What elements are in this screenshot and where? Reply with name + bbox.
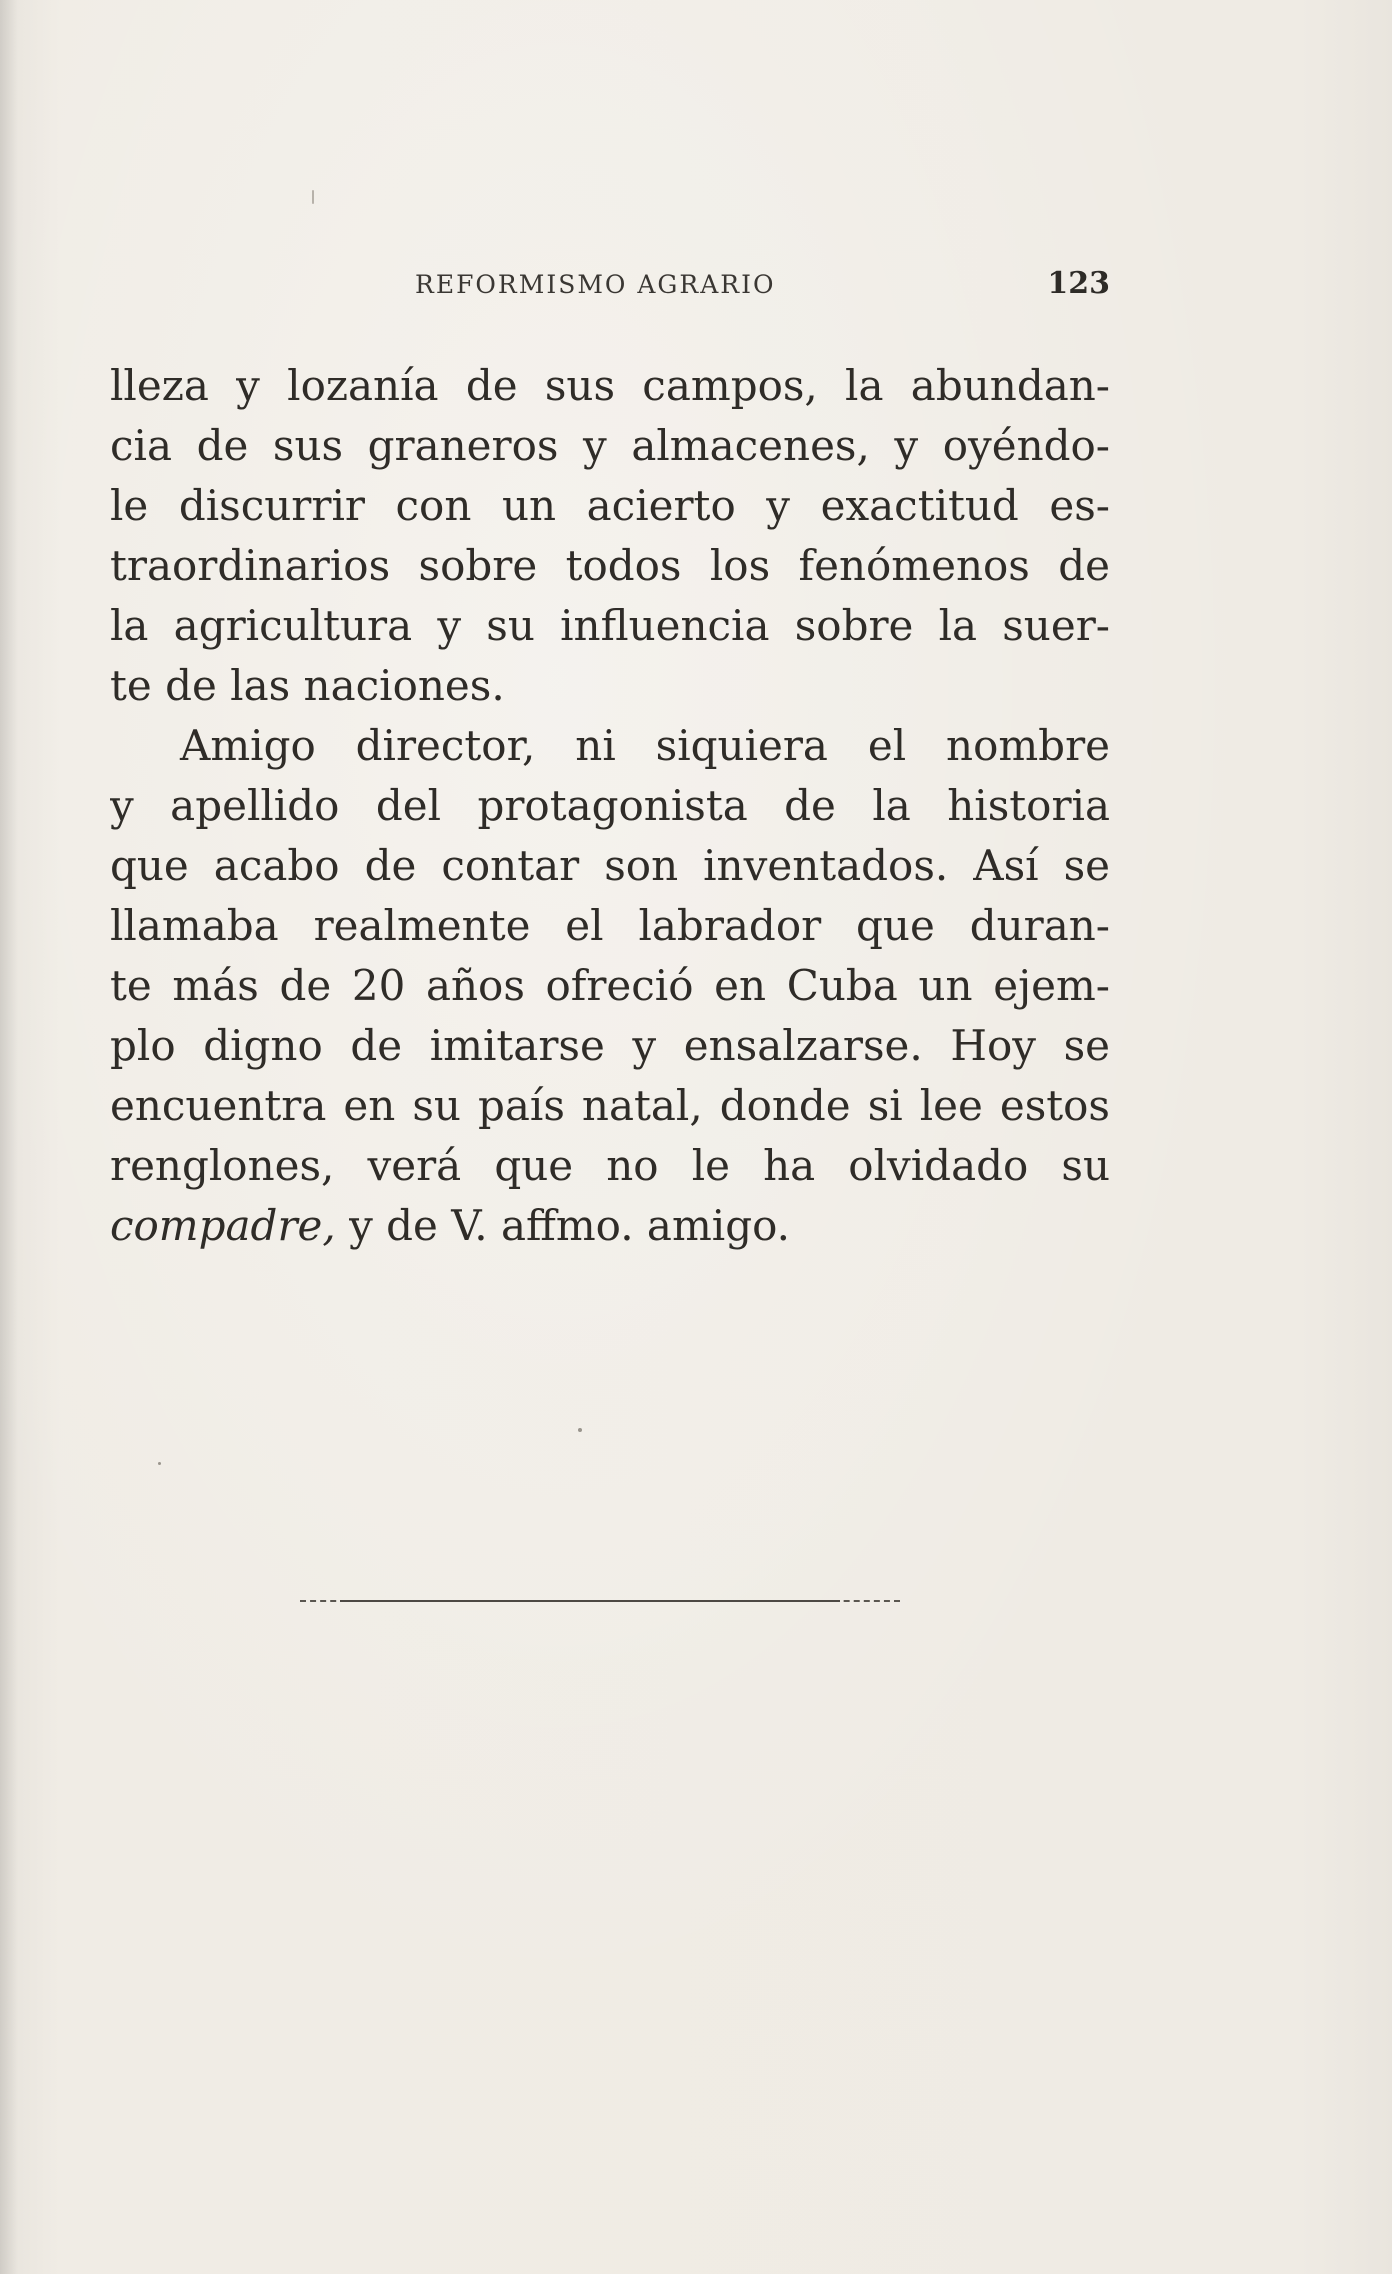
text-line: la agricultura y su influencia sobre la suer- bbox=[110, 601, 1110, 650]
text-line: llamaba realmente el labrador que duran- bbox=[110, 901, 1110, 950]
paper-speck bbox=[578, 1428, 582, 1432]
closing-text: y de V. affmo. amigo. bbox=[335, 1201, 790, 1250]
text-line: te más de 20 años ofreció en Cuba un ejem- bbox=[110, 961, 1110, 1010]
text-line: traordinarios sobre todos los fenómenos de bbox=[110, 541, 1110, 590]
text-line: que acabo de contar son inventados. Así se bbox=[110, 841, 1110, 890]
running-head bbox=[110, 266, 1110, 310]
page-number: 123 bbox=[1047, 266, 1110, 301]
body-text bbox=[110, 356, 1110, 1256]
paper-speck bbox=[158, 1462, 161, 1465]
text-line: le discurrir con un acierto y exactitud es- bbox=[110, 481, 1110, 530]
text-line: plo digno de imitarse y ensalzarse. Hoy se bbox=[110, 1021, 1110, 1070]
running-title: REFORMISMO AGRARIO bbox=[415, 270, 776, 299]
paper-mark bbox=[312, 190, 314, 204]
text-line: Amigo director, ni siquiera el nombre bbox=[180, 721, 1110, 770]
text-line: renglones, verá que no le ha olvidado su bbox=[110, 1141, 1110, 1190]
page-gutter-shadow bbox=[0, 0, 18, 2274]
text-line: cia de sus graneros y almacenes, y oyéndo- bbox=[110, 421, 1110, 470]
text-line: encuentra en su país natal, donde si lee estos bbox=[110, 1081, 1110, 1130]
section-end-rule-solid bbox=[340, 1600, 840, 1602]
italic-word: compadre, bbox=[110, 1201, 336, 1250]
text-line: te de las naciones. bbox=[110, 661, 505, 710]
text-line: y apellido del protagonista de la historia bbox=[110, 781, 1110, 830]
text-line-closing bbox=[110, 1196, 1110, 1256]
text-line: lleza y lozanía de sus campos, la abundan- bbox=[110, 361, 1110, 410]
